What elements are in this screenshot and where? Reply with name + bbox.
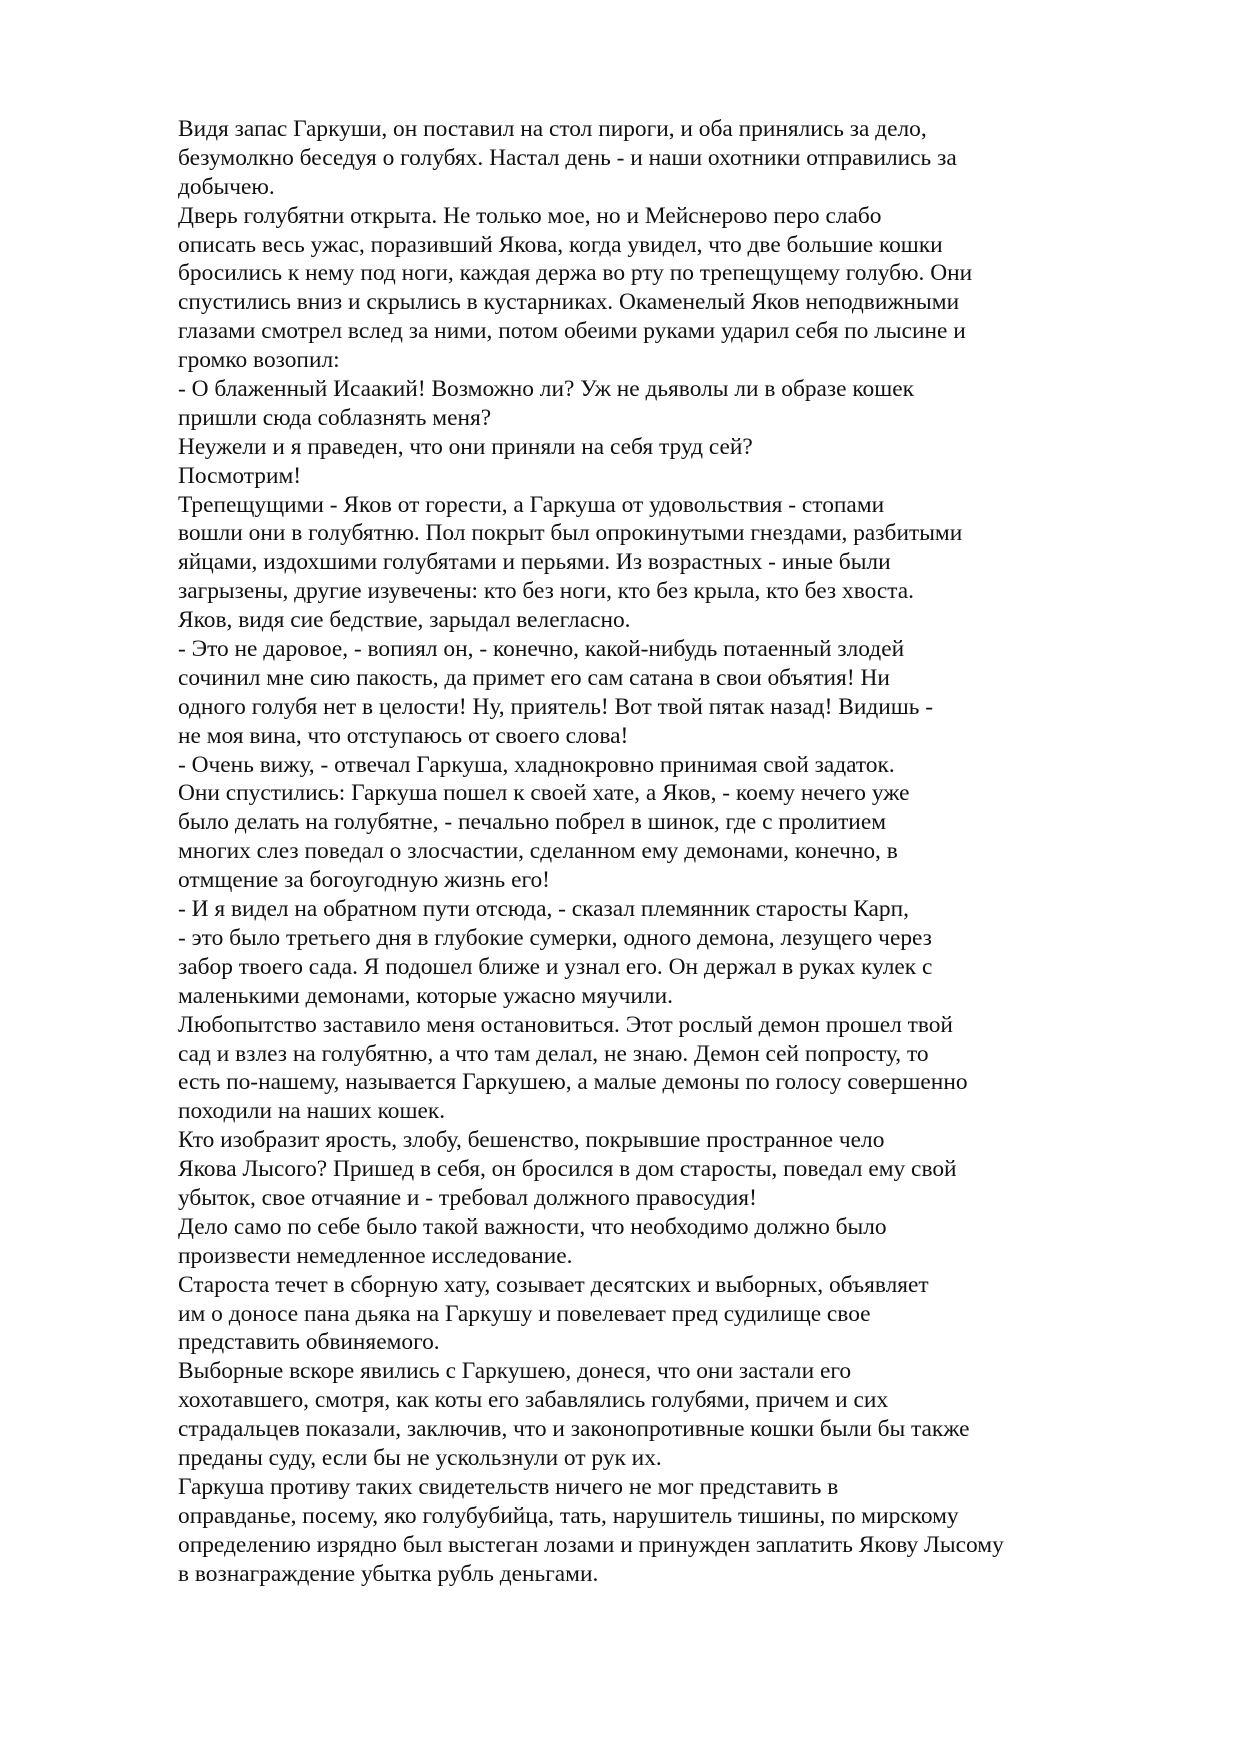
text-line: страдальцев показали, заключив, что и законопротивные кошки были бы также: [178, 1416, 970, 1443]
text-line: Они спустились: Гаркуша пошел к своей хате, а Яков, - коему нечего уже: [178, 780, 910, 807]
text-line: Дело само по себе было такой важности, что необходимо должно было: [178, 1213, 887, 1240]
text-line: Посмотрим!: [178, 462, 302, 489]
text-line: преданы суду, если бы не ускользнули от рук их.: [178, 1444, 662, 1471]
text-line: Дверь голубятни открыта. Не только мое, но и Мейснерово перо слабо: [178, 202, 882, 229]
text-line: отмщение за богоугодную жизнь его!: [178, 867, 550, 894]
text-line: им о доносе пана дьяка на Гаркушу и повелевает пред судилище свое: [178, 1300, 871, 1327]
text-line: спустились вниз и скрылись в кустарниках. Окаменелый Яков неподвижными: [178, 289, 960, 316]
text-line: есть по-нашему, называется Гаркушею, а малые демоны по голосу совершенно: [178, 1069, 968, 1096]
text-line: яйцами, издохшими голубятами и перьями. Из возрастных - иные были: [178, 549, 891, 576]
text-line: - это было третьего дня в глубокие сумерки, одного демона, лезущего через: [178, 924, 932, 951]
text-line: оправданье, посему, яко голубубийца, тать, нарушитель тишины, по мирскому: [178, 1502, 959, 1529]
text-line: сочинил мне сию пакость, да примет его сам сатана в свои объятия! Ни: [178, 664, 890, 691]
text-line: забор твоего сада. Я подошел ближе и узнал его. Он держал в руках кулек с: [178, 953, 933, 980]
text-line: Староста течет в сборную хату, созывает десятских и выборных, объявляет: [178, 1271, 929, 1298]
text-line: одного голубя нет в целости! Ну, приятель! Вот твой пятак назад! Видишь -: [178, 693, 934, 720]
text-line: хохотавшего, смотря, как коты его забавлялись голубями, причем и сих: [178, 1387, 889, 1414]
text-line: маленькими демонами, которые ужасно мяучили.: [178, 982, 673, 1009]
text-line: громко возопил:: [178, 347, 340, 374]
text-line: Неужели и я праведен, что они приняли на себя труд сей?: [178, 433, 753, 460]
text-line: Кто изобразит ярость, злобу, бешенство, покрывшие пространное чело: [178, 1127, 885, 1154]
text-line: в вознаграждение убытка рубль деньгами.: [178, 1560, 599, 1587]
text-line: Яков, видя сие бедствие, зарыдал велегласно.: [178, 607, 631, 634]
text-line: Якова Лысого? Пришед в себя, он бросился в дом старосты, поведал ему свой: [178, 1156, 957, 1183]
text-line: определению изрядно был выстеган лозами и принужден заплатить Якову Лысому: [178, 1531, 1004, 1558]
text-line: было делать на голубятне, - печально побрел в шинок, где с пролитием: [178, 809, 887, 836]
text-line: сад и взлез на голубятню, а что там делал, не знаю. Демон сей попросту, то: [178, 1040, 929, 1067]
text-line: Любопытство заставило меня остановиться. Этот рослый демон прошел твой: [178, 1011, 953, 1038]
text-line: убыток, свое отчаяние и - требовал должного правосудия!: [178, 1184, 757, 1211]
text-line: многих слез поведал о злосчастии, сделанном ему демонами, конечно, в: [178, 838, 898, 865]
text-line: пришли сюда соблазнять меня?: [178, 404, 492, 431]
text-line: - И я видел на обратном пути отсюда, - сказал племянник старосты Карп,: [178, 896, 909, 923]
text-line: - Очень вижу, - отвечал Гаркуша, хладнокровно принимая свой задаток.: [178, 751, 895, 778]
text-line: Видя запас Гаркуши, он поставил на стол пироги, и оба принялись за дело,: [178, 116, 927, 142]
document-text: [178, 115, 1188, 1588]
text-line: - О блаженный Исаакий! Возможно ли? Уж не дьяволы ли в образе кошек: [178, 376, 915, 403]
text-line: Трепещущими - Яков от горести, а Гаркуша от удовольствия - стопами: [178, 491, 885, 518]
text-line: произвести немедленное исследование.: [178, 1242, 573, 1269]
text-line: Выборные вскоре явились с Гаркушею, донеся, что они застали его: [178, 1358, 852, 1385]
text-line: глазами смотрел вслед за ними, потом обеими руками ударил себя по лысине и: [178, 318, 966, 345]
text-line: Гаркуша противу таких свидетельств ничего не мог представить в: [178, 1473, 839, 1500]
text-line: добычею.: [178, 173, 275, 200]
text-line: вошли они в голубятню. Пол покрыт был опрокинутыми гнездами, разбитыми: [178, 520, 963, 547]
text-line: описать весь ужас, поразивший Якова, когда увидел, что две большие кошки: [178, 231, 943, 258]
text-line: безумолкно беседуя о голубях. Настал день - и наши охотники отправились за: [178, 144, 957, 171]
text-line: не моя вина, что отступаюсь от своего слова!: [178, 722, 629, 749]
text-line: - Это не даровое, - вопиял он, - конечно, какой-нибудь потаенный злодей: [178, 636, 905, 663]
text-line: загрызены, другие изувечены: кто без ноги, кто без крыла, кто без хвоста.: [178, 578, 914, 605]
text-line: походили на наших кошек.: [178, 1098, 446, 1125]
text-line: представить обвиняемого.: [178, 1329, 440, 1356]
text-line: бросились к нему под ноги, каждая держа во рту по трепещущему голубю. Они: [178, 260, 973, 287]
